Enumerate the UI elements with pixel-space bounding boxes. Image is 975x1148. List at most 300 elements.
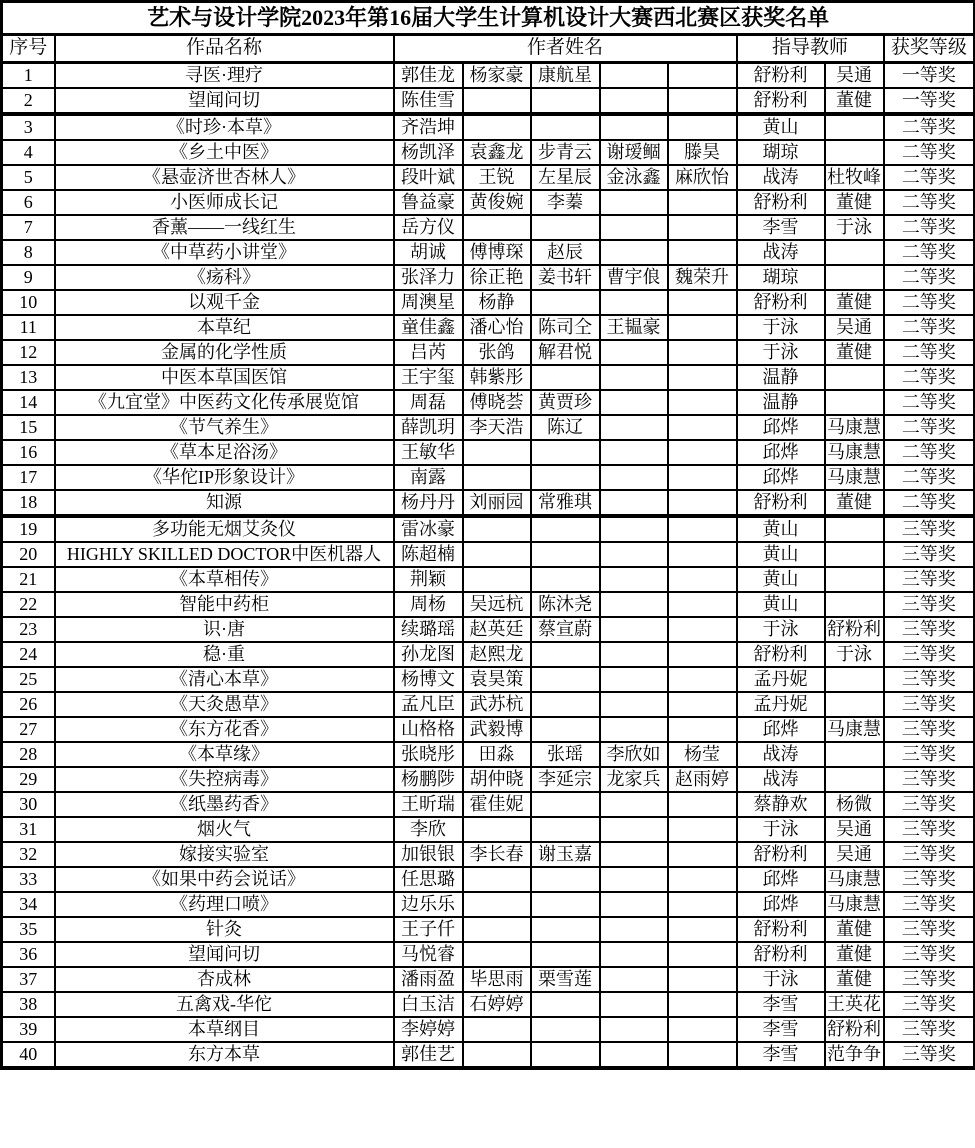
award-level: 三等奖	[884, 992, 975, 1017]
row-number: 14	[2, 390, 55, 415]
work-title: 望闻问切	[55, 88, 394, 114]
award-level: 二等奖	[884, 390, 975, 415]
work-title: 《清心本草》	[55, 667, 394, 692]
author-3: 赵辰	[531, 240, 600, 265]
author-5	[668, 967, 737, 992]
table-row	[2, 415, 975, 440]
advisor-2	[825, 240, 884, 265]
table-row	[2, 617, 975, 642]
table-row	[2, 917, 975, 942]
work-title: 《本草相传》	[55, 567, 394, 592]
table-row	[2, 692, 975, 717]
work-title: 望闻问切	[55, 942, 394, 967]
row-number: 40	[2, 1042, 55, 1068]
author-1: 薛凯玥	[394, 415, 463, 440]
author-2	[463, 892, 531, 917]
author-4	[600, 867, 668, 892]
author-3: 陈辽	[531, 415, 600, 440]
advisor-1: 舒粉利	[737, 63, 825, 89]
author-4	[600, 415, 668, 440]
row-number: 1	[2, 63, 55, 89]
advisor-2: 马康慧	[825, 415, 884, 440]
author-1: 岳方仪	[394, 215, 463, 240]
advisor-1: 于泳	[737, 315, 825, 340]
work-title: 《失控病毒》	[55, 767, 394, 792]
table-row	[2, 240, 975, 265]
work-title: 东方本草	[55, 1042, 394, 1068]
advisor-2: 于泳	[825, 642, 884, 667]
author-4	[600, 842, 668, 867]
author-2: 杨静	[463, 290, 531, 315]
award-level: 三等奖	[884, 892, 975, 917]
author-4	[600, 992, 668, 1017]
row-number: 12	[2, 340, 55, 365]
work-title: 稳·重	[55, 642, 394, 667]
advisor-2	[825, 365, 884, 390]
row-number: 37	[2, 967, 55, 992]
row-number: 7	[2, 215, 55, 240]
advisor-2: 杨微	[825, 792, 884, 817]
author-1: 边乐乐	[394, 892, 463, 917]
author-4: 谢瑷鲴	[600, 140, 668, 165]
author-2: 田淼	[463, 742, 531, 767]
author-5	[668, 842, 737, 867]
author-3: 蔡宣蔚	[531, 617, 600, 642]
work-title: 《如果中药会说话》	[55, 867, 394, 892]
author-5	[668, 315, 737, 340]
work-title: 《华佗IP形象设计》	[55, 465, 394, 490]
author-3	[531, 867, 600, 892]
author-3	[531, 642, 600, 667]
author-5: 杨莹	[668, 742, 737, 767]
award-level: 二等奖	[884, 440, 975, 465]
author-5	[668, 240, 737, 265]
award-level: 二等奖	[884, 315, 975, 340]
advisor-1: 瑚琼	[737, 265, 825, 290]
row-number: 3	[2, 114, 55, 140]
advisor-1: 舒粉利	[737, 842, 825, 867]
award-level: 二等奖	[884, 240, 975, 265]
table-row	[2, 942, 975, 967]
row-number: 21	[2, 567, 55, 592]
author-2	[463, 1017, 531, 1042]
author-3: 常雅琪	[531, 490, 600, 516]
author-4	[600, 190, 668, 215]
advisor-2: 马康慧	[825, 867, 884, 892]
advisor-2	[825, 114, 884, 140]
work-title: 金属的化学性质	[55, 340, 394, 365]
advisor-2: 董健	[825, 290, 884, 315]
author-1: 任思璐	[394, 867, 463, 892]
row-number: 34	[2, 892, 55, 917]
author-4	[600, 340, 668, 365]
author-2: 李天浩	[463, 415, 531, 440]
advisor-1: 舒粉利	[737, 190, 825, 215]
table-row	[2, 265, 975, 290]
advisor-2	[825, 592, 884, 617]
author-4	[600, 667, 668, 692]
author-3	[531, 114, 600, 140]
author-3: 陈沐尧	[531, 592, 600, 617]
row-number: 28	[2, 742, 55, 767]
row-number: 35	[2, 917, 55, 942]
work-title: 以观千金	[55, 290, 394, 315]
row-number: 25	[2, 667, 55, 692]
table-row	[2, 992, 975, 1017]
author-5	[668, 290, 737, 315]
work-title: 识·唐	[55, 617, 394, 642]
author-4	[600, 88, 668, 114]
author-3	[531, 516, 600, 542]
author-5	[668, 88, 737, 114]
award-table-body	[2, 63, 975, 1069]
advisor-1: 舒粉利	[737, 917, 825, 942]
author-1: 郭佳龙	[394, 63, 463, 89]
author-3	[531, 542, 600, 567]
work-title: 《九宜堂》中医药文化传承展览馆	[55, 390, 394, 415]
award-level: 三等奖	[884, 542, 975, 567]
award-level: 三等奖	[884, 567, 975, 592]
author-1: 杨鹏陟	[394, 767, 463, 792]
work-title: 知源	[55, 490, 394, 516]
award-level: 三等奖	[884, 792, 975, 817]
award-level: 三等奖	[884, 842, 975, 867]
author-1: 孟凡臣	[394, 692, 463, 717]
advisor-1: 温静	[737, 365, 825, 390]
advisor-2: 舒粉利	[825, 617, 884, 642]
table-row	[2, 340, 975, 365]
work-title: HIGHLY SKILLED DOCTOR中医机器人	[55, 542, 394, 567]
author-2: 杨家豪	[463, 63, 531, 89]
row-number: 30	[2, 792, 55, 817]
advisor-1: 温静	[737, 390, 825, 415]
author-2: 黄俊婉	[463, 190, 531, 215]
row-number: 24	[2, 642, 55, 667]
advisor-1: 舒粉利	[737, 642, 825, 667]
work-title: 多功能无烟艾灸仪	[55, 516, 394, 542]
advisor-2	[825, 567, 884, 592]
advisor-1: 邱烨	[737, 892, 825, 917]
advisor-2: 董健	[825, 88, 884, 114]
author-2	[463, 942, 531, 967]
author-1: 王昕瑞	[394, 792, 463, 817]
award-level: 一等奖	[884, 88, 975, 114]
advisor-2: 舒粉利	[825, 1017, 884, 1042]
advisor-2	[825, 542, 884, 567]
author-3	[531, 440, 600, 465]
author-2: 石婷婷	[463, 992, 531, 1017]
row-number: 16	[2, 440, 55, 465]
author-1: 加银银	[394, 842, 463, 867]
author-5	[668, 1017, 737, 1042]
author-3	[531, 992, 600, 1017]
author-3: 步青云	[531, 140, 600, 165]
award-level: 三等奖	[884, 1042, 975, 1068]
row-number: 13	[2, 365, 55, 390]
author-3	[531, 667, 600, 692]
author-5: 赵雨婷	[668, 767, 737, 792]
table-row	[2, 717, 975, 742]
author-3	[531, 717, 600, 742]
author-5	[668, 114, 737, 140]
work-title: 香薰——一线红生	[55, 215, 394, 240]
award-level: 三等奖	[884, 516, 975, 542]
award-level: 三等奖	[884, 942, 975, 967]
award-level: 二等奖	[884, 140, 975, 165]
work-title: 杏成林	[55, 967, 394, 992]
column-header-no: 序号	[2, 35, 55, 63]
table-row	[2, 315, 975, 340]
author-1: 杨凯泽	[394, 140, 463, 165]
advisor-1: 李雪	[737, 1017, 825, 1042]
author-3: 黄贾珍	[531, 390, 600, 415]
row-number: 10	[2, 290, 55, 315]
table-row	[2, 516, 975, 542]
author-1: 齐浩坤	[394, 114, 463, 140]
work-title: 《纸墨药香》	[55, 792, 394, 817]
author-1: 张泽力	[394, 265, 463, 290]
table-row	[2, 592, 975, 617]
author-3	[531, 88, 600, 114]
author-3	[531, 290, 600, 315]
author-3	[531, 215, 600, 240]
award-level: 三等奖	[884, 667, 975, 692]
award-level: 三等奖	[884, 617, 975, 642]
award-level: 二等奖	[884, 365, 975, 390]
advisor-1: 战涛	[737, 240, 825, 265]
row-number: 6	[2, 190, 55, 215]
author-1: 雷冰豪	[394, 516, 463, 542]
author-1: 马悦睿	[394, 942, 463, 967]
author-1: 续璐瑶	[394, 617, 463, 642]
author-2	[463, 215, 531, 240]
author-1: 李婷婷	[394, 1017, 463, 1042]
author-3: 谢玉嘉	[531, 842, 600, 867]
author-1: 张晓彤	[394, 742, 463, 767]
table-row	[2, 365, 975, 390]
author-4	[600, 114, 668, 140]
author-3	[531, 1017, 600, 1042]
advisor-2: 于泳	[825, 215, 884, 240]
work-title: 《中草药小讲堂》	[55, 240, 394, 265]
advisor-1: 邱烨	[737, 717, 825, 742]
author-5	[668, 215, 737, 240]
author-3	[531, 817, 600, 842]
work-title: 五禽戏-华佗	[55, 992, 394, 1017]
author-1: 王子仟	[394, 917, 463, 942]
row-number: 36	[2, 942, 55, 967]
award-level: 二等奖	[884, 165, 975, 190]
work-title: 《疡科》	[55, 265, 394, 290]
advisor-2	[825, 265, 884, 290]
column-header-authors: 作者姓名	[394, 35, 737, 63]
advisor-1: 邱烨	[737, 440, 825, 465]
author-3: 李蓁	[531, 190, 600, 215]
advisor-2: 马康慧	[825, 892, 884, 917]
award-level: 三等奖	[884, 592, 975, 617]
work-title: 智能中药柜	[55, 592, 394, 617]
author-1: 胡诚	[394, 240, 463, 265]
author-5	[668, 917, 737, 942]
advisor-1: 李雪	[737, 992, 825, 1017]
table-row	[2, 490, 975, 516]
author-5	[668, 642, 737, 667]
author-4: 曹宇俍	[600, 265, 668, 290]
author-2: 刘丽园	[463, 490, 531, 516]
row-number: 38	[2, 992, 55, 1017]
author-1: 南露	[394, 465, 463, 490]
column-header-award: 获奖等级	[884, 35, 975, 63]
author-1: 周杨	[394, 592, 463, 617]
author-5	[668, 692, 737, 717]
award-level: 三等奖	[884, 692, 975, 717]
table-row	[2, 215, 975, 240]
advisor-2: 马康慧	[825, 465, 884, 490]
advisor-2	[825, 667, 884, 692]
advisor-1: 舒粉利	[737, 490, 825, 516]
author-1: 白玉洁	[394, 992, 463, 1017]
advisor-1: 黄山	[737, 114, 825, 140]
work-title: 本草纲目	[55, 1017, 394, 1042]
author-5	[668, 667, 737, 692]
advisor-2: 董健	[825, 490, 884, 516]
author-3	[531, 365, 600, 390]
author-2	[463, 440, 531, 465]
advisor-2: 董健	[825, 942, 884, 967]
work-title: 中医本草国医馆	[55, 365, 394, 390]
row-number: 5	[2, 165, 55, 190]
author-4	[600, 967, 668, 992]
column-header-advisors: 指导教师	[737, 35, 884, 63]
table-row	[2, 742, 975, 767]
row-number: 26	[2, 692, 55, 717]
table-row	[2, 165, 975, 190]
author-3	[531, 942, 600, 967]
author-5: 麻欣怡	[668, 165, 737, 190]
author-1: 孙龙图	[394, 642, 463, 667]
table-row	[2, 1042, 975, 1068]
author-3: 栗雪莲	[531, 967, 600, 992]
advisor-1: 舒粉利	[737, 290, 825, 315]
advisor-1: 黄山	[737, 542, 825, 567]
author-1: 吕芮	[394, 340, 463, 365]
author-4	[600, 717, 668, 742]
author-5	[668, 390, 737, 415]
work-title: 本草纪	[55, 315, 394, 340]
award-level: 三等奖	[884, 917, 975, 942]
advisor-2	[825, 390, 884, 415]
author-5	[668, 717, 737, 742]
author-1: 鲁益豪	[394, 190, 463, 215]
advisor-1: 战涛	[737, 742, 825, 767]
author-2	[463, 867, 531, 892]
author-4	[600, 892, 668, 917]
work-title: 《节气养生》	[55, 415, 394, 440]
author-2	[463, 88, 531, 114]
author-2	[463, 917, 531, 942]
table-row	[2, 767, 975, 792]
author-2: 武苏杭	[463, 692, 531, 717]
advisor-2: 董健	[825, 967, 884, 992]
row-number: 18	[2, 490, 55, 516]
author-4	[600, 1017, 668, 1042]
author-3	[531, 567, 600, 592]
author-4	[600, 240, 668, 265]
work-title: 《东方花香》	[55, 717, 394, 742]
row-number: 31	[2, 817, 55, 842]
author-4	[600, 542, 668, 567]
advisor-2	[825, 742, 884, 767]
advisor-2: 董健	[825, 340, 884, 365]
table-row	[2, 440, 975, 465]
award-level: 三等奖	[884, 642, 975, 667]
advisor-1: 李雪	[737, 1042, 825, 1068]
table-row	[2, 88, 975, 114]
award-level: 三等奖	[884, 867, 975, 892]
author-4	[600, 465, 668, 490]
table-row	[2, 817, 975, 842]
advisor-1: 舒粉利	[737, 88, 825, 114]
advisor-2: 马康慧	[825, 440, 884, 465]
advisor-1: 黄山	[737, 592, 825, 617]
author-2: 赵英廷	[463, 617, 531, 642]
author-4: 金泳鑫	[600, 165, 668, 190]
row-number: 23	[2, 617, 55, 642]
author-4	[600, 692, 668, 717]
author-1: 荆颖	[394, 567, 463, 592]
award-level: 二等奖	[884, 190, 975, 215]
author-2: 潘心怡	[463, 315, 531, 340]
advisor-1: 孟丹妮	[737, 692, 825, 717]
author-3	[531, 892, 600, 917]
award-level: 二等奖	[884, 340, 975, 365]
work-title: 《乡土中医》	[55, 140, 394, 165]
table-row	[2, 465, 975, 490]
table-row	[2, 290, 975, 315]
advisor-1: 孟丹妮	[737, 667, 825, 692]
author-5	[668, 892, 737, 917]
author-5	[668, 992, 737, 1017]
advisor-2: 吴通	[825, 63, 884, 89]
work-title: 《天灸愚草》	[55, 692, 394, 717]
table-row	[2, 140, 975, 165]
advisor-1: 舒粉利	[737, 942, 825, 967]
award-level: 二等奖	[884, 114, 975, 140]
author-4	[600, 63, 668, 89]
row-number: 32	[2, 842, 55, 867]
award-level: 二等奖	[884, 465, 975, 490]
author-3	[531, 1042, 600, 1068]
author-4	[600, 817, 668, 842]
author-5	[668, 465, 737, 490]
author-4	[600, 516, 668, 542]
author-4	[600, 617, 668, 642]
author-2: 武毅博	[463, 717, 531, 742]
author-5	[668, 592, 737, 617]
work-title: 针灸	[55, 917, 394, 942]
row-number: 20	[2, 542, 55, 567]
award-level: 三等奖	[884, 1017, 975, 1042]
advisor-1: 战涛	[737, 767, 825, 792]
table-row	[2, 667, 975, 692]
award-level: 三等奖	[884, 742, 975, 767]
row-number: 39	[2, 1017, 55, 1042]
row-number: 22	[2, 592, 55, 617]
table-row	[2, 190, 975, 215]
work-title: 《悬壶济世杏林人》	[55, 165, 394, 190]
award-level: 三等奖	[884, 767, 975, 792]
advisor-1: 于泳	[737, 817, 825, 842]
